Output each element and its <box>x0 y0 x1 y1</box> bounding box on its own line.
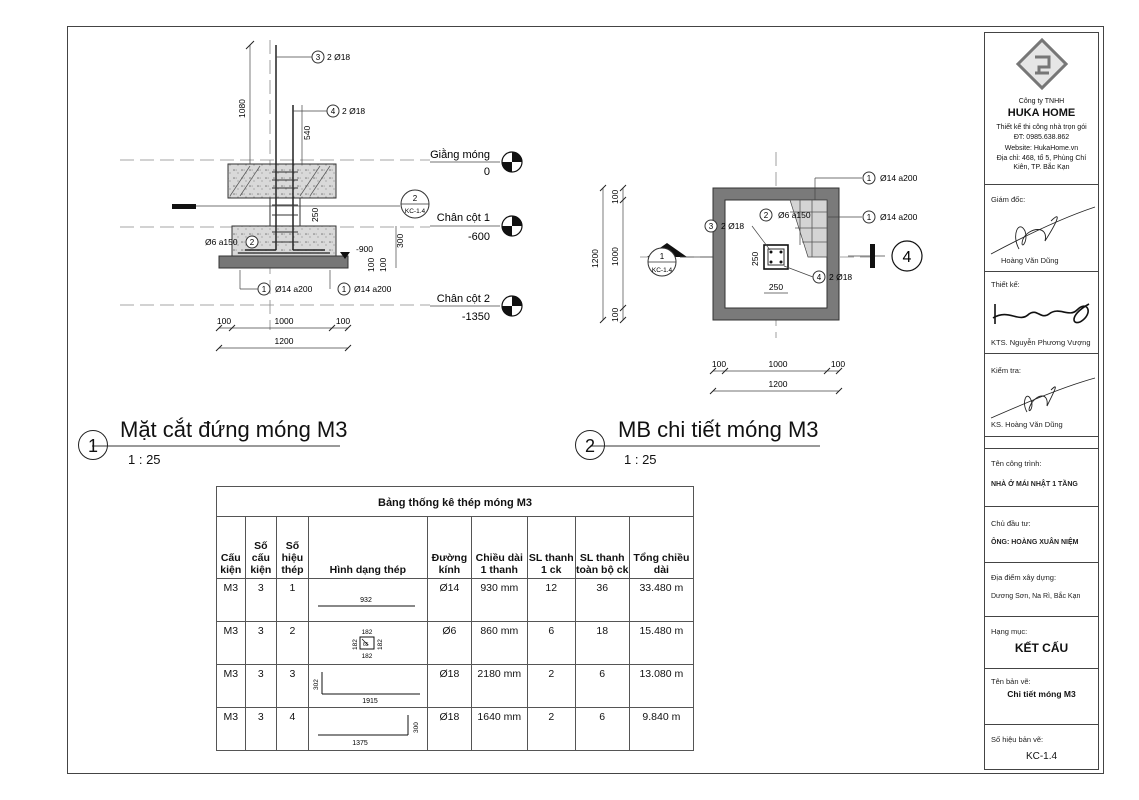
company-phone: ĐT: 0985.638.862 <box>1013 134 1070 141</box>
sv-dim-540: 540 <box>302 125 312 140</box>
sv-ref-no: 2 <box>412 194 418 203</box>
col-header: SL thanh toàn bộ ck <box>575 517 629 579</box>
col-header: Tổng chiều dài <box>629 517 693 579</box>
cell-so-ck: 3 <box>245 622 277 665</box>
cell-ck: M3 <box>217 579 246 622</box>
table-row <box>217 622 694 665</box>
cell-dk: Ø18 <box>427 665 471 708</box>
pv-bar4-no: 4 <box>816 273 822 282</box>
drawing-cell <box>985 669 1098 725</box>
bar-shape-3 <box>310 668 426 704</box>
company-tagline: Thiết kế thi công nhà trọn gói <box>996 124 1087 131</box>
cell-so-ck: 3 <box>245 579 277 622</box>
pv-dim-b3: 100 <box>830 359 846 369</box>
pv-dim-v-bot: 100 <box>610 307 620 322</box>
checker-cell <box>985 354 1098 437</box>
shape-dim: 182 <box>376 639 384 650</box>
company-prefix: Công ty TNHH <box>1018 98 1065 105</box>
cell-dk: Ø6 <box>427 622 471 665</box>
designer-cell <box>985 272 1098 354</box>
director-cell <box>985 185 1098 272</box>
cell-cd: 930 mm <box>471 579 527 622</box>
director-name: Hoàng Văn Dũng <box>1001 256 1059 265</box>
cell-sl-all: 18 <box>575 622 629 665</box>
pv-dim-col: 250 <box>768 282 784 292</box>
drawing-name: Chi tiết móng M3 <box>1007 689 1076 699</box>
col-header: Số hiệu thép <box>277 517 309 579</box>
level-3-value: -1350 <box>461 311 490 323</box>
sheet-label: Số hiệu bản vẽ: <box>991 735 1044 744</box>
cell-so-hieu: 2 <box>277 622 309 665</box>
pv-bar2-no: 2 <box>763 211 769 220</box>
cell-sl1: 12 <box>527 579 575 622</box>
sv-bar3-no: 3 <box>315 53 321 62</box>
pv-dim-b1: 100 <box>711 359 727 369</box>
cell-sl-all: 36 <box>575 579 629 622</box>
project-label: Tên công trình: <box>991 459 1042 468</box>
sv-bar4-label: 2 Ø18 <box>342 106 366 116</box>
sv-dim-b2: 1000 <box>274 316 294 326</box>
bar-shape-4 <box>310 711 426 747</box>
col-header: Hình dạng thép <box>308 517 427 579</box>
shape-dim: 302 <box>312 679 320 690</box>
project-name: NHÀ Ở MÁI NHẬT 1 TẦNG <box>991 481 1078 488</box>
shape-dim: 65 <box>362 642 369 648</box>
cell-so-ck: 3 <box>245 665 277 708</box>
plan-view-title: MB chi tiết móng M3 <box>618 417 819 442</box>
sv-level-900: -900 <box>356 244 374 254</box>
col-header: Số cấu kiện <box>245 517 277 579</box>
owner-cell <box>985 507 1098 563</box>
cell-sl1: 6 <box>527 622 575 665</box>
director-label: Giám đốc: <box>991 195 1026 204</box>
project-cell <box>985 449 1098 507</box>
pv-sec-sheet: KC-1.4 <box>651 267 673 274</box>
sv-dim-250: 250 <box>310 207 320 222</box>
table-row <box>217 665 694 708</box>
sheet-number: KC-1.4 <box>1025 751 1058 762</box>
pv-bar3-no: 3 <box>708 222 714 231</box>
location-label: Địa điểm xây dựng: <box>991 573 1057 582</box>
cell-dk: Ø18 <box>427 708 471 751</box>
director-signature <box>989 199 1097 259</box>
cell-cd: 1640 mm <box>471 708 527 751</box>
cell-tong: 33.480 m <box>629 579 693 622</box>
pv-dim-b2: 1000 <box>768 359 788 369</box>
cell-sl-all: 6 <box>575 708 629 751</box>
category-label: Hạng mục: <box>991 627 1028 636</box>
cell-shape <box>308 622 427 665</box>
company-address: Địa chỉ: 468, tổ 5, Phùng Chí Kiên, TP. Bắc Kạn <box>996 155 1087 171</box>
drawing-label: Tên bản vẽ: <box>991 677 1031 686</box>
level-3-name: Chân cột 2 <box>436 293 490 305</box>
sv-bar1b-no: 1 <box>341 285 347 294</box>
designer-name: KTS. Nguyễn Phương Vượng <box>991 338 1091 347</box>
sv-bar1a-label: Ø14 a200 <box>275 284 313 294</box>
plan-view-number: 2 <box>575 430 605 460</box>
owner-label: Chủ đầu tư: <box>991 519 1031 528</box>
level-2-value: -600 <box>467 231 490 243</box>
plan-view <box>590 152 922 394</box>
cell-shape <box>308 665 427 708</box>
cell-tong: 13.080 m <box>629 665 693 708</box>
level-2-name: Chân cột 1 <box>436 212 490 224</box>
pv-dim-v-mid: 1000 <box>610 247 620 266</box>
pv-bar1-top-label: Ø14 a200 <box>880 173 918 183</box>
pv-dim-col-h: 250 <box>750 251 760 266</box>
col-header: Đường kính <box>427 517 471 579</box>
sv-bar2-label: Ø6 a150 <box>205 237 238 247</box>
col-header: Chiều dài 1 thanh <box>471 517 527 579</box>
cell-cd: 2180 mm <box>471 665 527 708</box>
cell-tong: 15.480 m <box>629 622 693 665</box>
company-logo-icon <box>1015 37 1069 91</box>
shape-dim: 300 <box>412 722 420 733</box>
shape-dim: 182 <box>361 653 373 660</box>
cell-shape <box>308 579 427 622</box>
col-header: Cấu kiện <box>217 517 246 579</box>
cell-so-ck: 3 <box>245 708 277 751</box>
bar-shape-2 <box>310 625 426 661</box>
category-value: KẾT CẤU <box>1014 641 1069 655</box>
sv-ref-sheet: KC-1.4 <box>404 208 426 215</box>
sv-bar3-label: 2 Ø18 <box>327 52 351 62</box>
pv-dim-v-total: 1200 <box>590 249 600 268</box>
sv-bar2-no: 2 <box>249 238 255 247</box>
checker-label: Kiểm tra: <box>991 366 1022 375</box>
cell-ck: M3 <box>217 665 246 708</box>
table-row <box>217 579 694 622</box>
sv-dim-total: 1200 <box>274 336 294 346</box>
pv-sec-no: 1 <box>659 252 665 261</box>
cell-ck: M3 <box>217 622 246 665</box>
cell-shape <box>308 708 427 751</box>
location-cell <box>985 563 1098 617</box>
cell-cd: 860 mm <box>471 622 527 665</box>
shape-dim: 182 <box>351 639 359 650</box>
pv-bar2-label: Ø6 a150 <box>778 210 811 220</box>
designer-signature <box>989 290 1097 336</box>
level-1-name: Giằng móng <box>430 149 490 161</box>
title-block <box>984 32 1099 770</box>
company-name: HUKA HOME <box>1007 107 1076 119</box>
level-1-value: 0 <box>483 166 490 178</box>
location-value: Dương Sơn, Na Rì, Bắc Kạn <box>991 593 1081 600</box>
sheet-cell <box>985 725 1098 769</box>
bar-shape-1 <box>310 582 426 618</box>
sv-dim-1080: 1080 <box>237 99 247 118</box>
axis-4-label: 4 <box>902 249 912 266</box>
pv-bar4-label: 2 Ø18 <box>829 272 853 282</box>
owner-name: ÔNG: HOÀNG XUÂN NIỆM <box>991 539 1079 546</box>
shape-dim: 1915 <box>362 698 378 704</box>
pv-dim-total: 1200 <box>768 379 788 389</box>
company-cell <box>985 33 1098 185</box>
spacer-cell <box>985 437 1098 449</box>
sv-dim-300: 300 <box>395 233 405 248</box>
table-row <box>217 708 694 751</box>
pv-bar3-label: 2 Ø18 <box>721 221 745 231</box>
section-view-scale: 1 : 25 <box>128 452 161 467</box>
cell-so-hieu: 1 <box>277 579 309 622</box>
sv-bar1b-label: Ø14 a200 <box>354 284 392 294</box>
col-header: SL thanh 1 ck <box>527 517 575 579</box>
pv-dim-v-top: 100 <box>610 189 620 204</box>
cell-tong: 9.840 m <box>629 708 693 751</box>
pv-bar1-mid-no: 1 <box>866 213 872 222</box>
checker-name: KS. Hoàng Văn Dũng <box>991 420 1063 429</box>
table-title: Bảng thống kê thép móng M3 <box>217 487 694 517</box>
sv-dim-b3: 100 <box>335 316 351 326</box>
pv-bar1-top-no: 1 <box>866 174 872 183</box>
sv-bar4-no: 4 <box>330 107 336 116</box>
cell-so-hieu: 4 <box>277 708 309 751</box>
sv-dim-100a: 100 <box>366 257 376 272</box>
steel-schedule-table <box>216 486 694 751</box>
shape-dim: 1375 <box>352 740 368 747</box>
designer-label: Thiết kế: <box>991 280 1020 289</box>
cell-so-hieu: 3 <box>277 665 309 708</box>
section-view <box>120 40 522 351</box>
cell-sl1: 2 <box>527 708 575 751</box>
sv-dim-b1: 100 <box>216 316 232 326</box>
cell-sl-all: 6 <box>575 665 629 708</box>
section-view-number: 1 <box>78 430 108 460</box>
cell-ck: M3 <box>217 708 246 751</box>
sv-dim-100b: 100 <box>378 257 388 272</box>
shape-dim: 182 <box>361 629 373 636</box>
cell-dk: Ø14 <box>427 579 471 622</box>
pv-bar1-mid-label: Ø14 a200 <box>880 212 918 222</box>
cell-sl1: 2 <box>527 665 575 708</box>
company-website: Website: HukaHome.vn <box>1004 145 1079 152</box>
plan-view-scale: 1 : 25 <box>624 452 657 467</box>
shape-dim: 932 <box>360 597 372 604</box>
sv-bar1a-no: 1 <box>261 285 267 294</box>
checker-signature <box>989 372 1097 422</box>
category-cell <box>985 617 1098 669</box>
section-view-title: Mặt cắt đứng móng M3 <box>120 417 348 442</box>
